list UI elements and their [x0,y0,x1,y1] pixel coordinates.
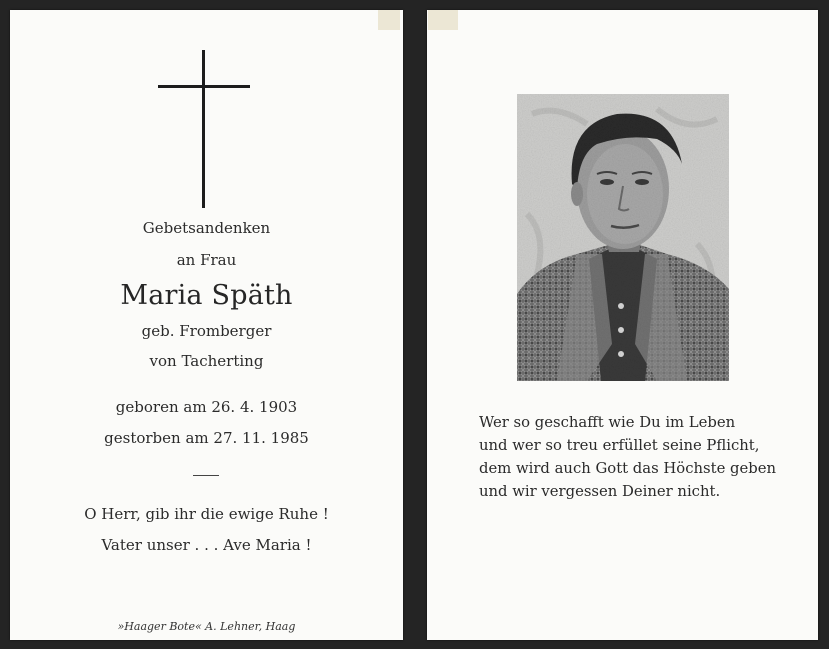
card-heading: Gebetsandenken [142,219,271,237]
verse-line-4: und wir vergessen Deiner nicht. [479,483,721,500]
tape-strip-right [428,10,458,30]
origin: von Tacherting [149,352,264,370]
salutation: an Frau [176,251,237,269]
prayer-line-2: Vater unser . . . Ave Maria ! [101,536,312,554]
divider [193,475,219,476]
portrait-photo [517,94,729,381]
verse-line-2: und wer so treu erfüllet seine Pflicht, [479,437,760,454]
birth-date: geboren am 26. 4. 1903 [115,398,298,416]
maiden-name: geb. Fromberger [141,322,272,340]
deceased-name: Maria Späth [120,280,293,311]
prayer-line-1: O Herr, gib ihr die ewige Ruhe ! [84,505,329,523]
verse-line-3: dem wird auch Gott das Höchste geben [479,460,777,477]
verse-line-1: Wer so geschafft wie Du im Leben [479,414,736,431]
tape-strip-left [378,10,400,30]
death-date: gestorben am 27. 11. 1985 [104,429,309,447]
printer-imprint: »Haager Bote« A. Lehner, Haag [117,620,296,633]
